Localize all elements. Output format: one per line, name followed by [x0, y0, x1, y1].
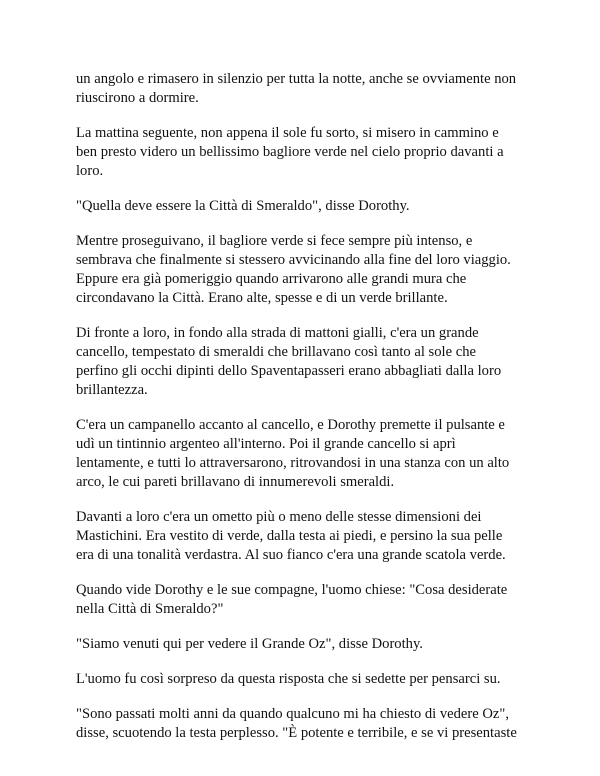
paragraph — [76, 324, 536, 400]
text-line: cancello, tempestato di smeraldi che brillavano così tanto al sole che — [76, 344, 476, 360]
text-line: un angolo e rimasero in silenzio per tutta la notte, anche se ovviamente non — [76, 71, 517, 87]
text-line: ben presto videro un bellissimo bagliore verde nel cielo proprio davanti a — [76, 144, 504, 160]
text-line: Quando vide Dorothy e le sue compagne, l'uomo chiese: "Cosa desiderate — [76, 582, 508, 598]
paragraph — [76, 124, 536, 181]
text-line: "Siamo venuti qui per vedere il Grande Oz", disse Dorothy. — [76, 636, 423, 652]
text-line: C'era un campanello accanto al cancello, e Dorothy premette il pulsante e — [76, 417, 505, 433]
text-line: Eppure era già pomeriggio quando arrivarono alle grandi mura che — [76, 271, 467, 287]
text-line: La mattina seguente, non appena il sole fu sorto, si misero in cammino e — [76, 125, 499, 141]
document-body — [76, 70, 536, 759]
paragraph — [76, 581, 536, 619]
text-line: Davanti a loro c'era un ometto più o meno delle stesse dimensioni dei — [76, 509, 482, 525]
text-line: udì un tintinnio argenteo all'interno. Poi il grande cancello si aprì — [76, 436, 456, 452]
paragraph — [76, 705, 536, 743]
paragraph — [76, 416, 536, 492]
text-line: sembrava che finalmente si stessero avvicinando alla fine del loro viaggio. — [76, 252, 511, 268]
text-line: perfino gli occhi dipinti dello Spaventapasseri erano abbagliati dalla loro — [76, 363, 502, 379]
text-line: brillantezza. — [76, 382, 148, 398]
text-line: "Quella deve essere la Città di Smeraldo", disse Dorothy. — [76, 198, 410, 214]
text-line: circondavano la Città. Erano alte, spesse e di un verde brillante. — [76, 290, 448, 306]
paragraph — [76, 635, 536, 654]
text-line: lentamente, e tutti lo attraversarono, ritrovandosi in una stanza con un alto — [76, 455, 510, 471]
text-line: loro. — [76, 163, 104, 179]
text-line: Mentre proseguivano, il bagliore verde si fece sempre più intenso, e — [76, 233, 473, 249]
text-line: arco, le cui pareti brillavano di innumerevoli smeraldi. — [76, 474, 395, 490]
text-line: nella Città di Smeraldo?" — [76, 601, 224, 617]
text-line: L'uomo fu così sorpreso da questa risposta che si sedette per pensarci su. — [76, 671, 501, 687]
paragraph — [76, 670, 536, 689]
paragraph — [76, 70, 536, 108]
paragraph — [76, 232, 536, 308]
text-line: disse, scuotendo la testa perplesso. "È potente e terribile, e se vi presentaste — [76, 725, 517, 741]
paragraph — [76, 197, 536, 216]
text-line: era di una tonalità verdastra. Al suo fianco c'era una grande scatola verde. — [76, 547, 506, 563]
text-line: riuscirono a dormire. — [76, 90, 199, 106]
text-line: "Sono passati molti anni da quando qualcuno mi ha chiesto di vedere Oz", — [76, 706, 510, 722]
paragraph — [76, 508, 536, 565]
text-line: Di fronte a loro, in fondo alla strada di mattoni gialli, c'era un grande — [76, 325, 479, 341]
text-line: Mastichini. Era vestito di verde, dalla testa ai piedi, e persino la sua pelle — [76, 528, 503, 544]
